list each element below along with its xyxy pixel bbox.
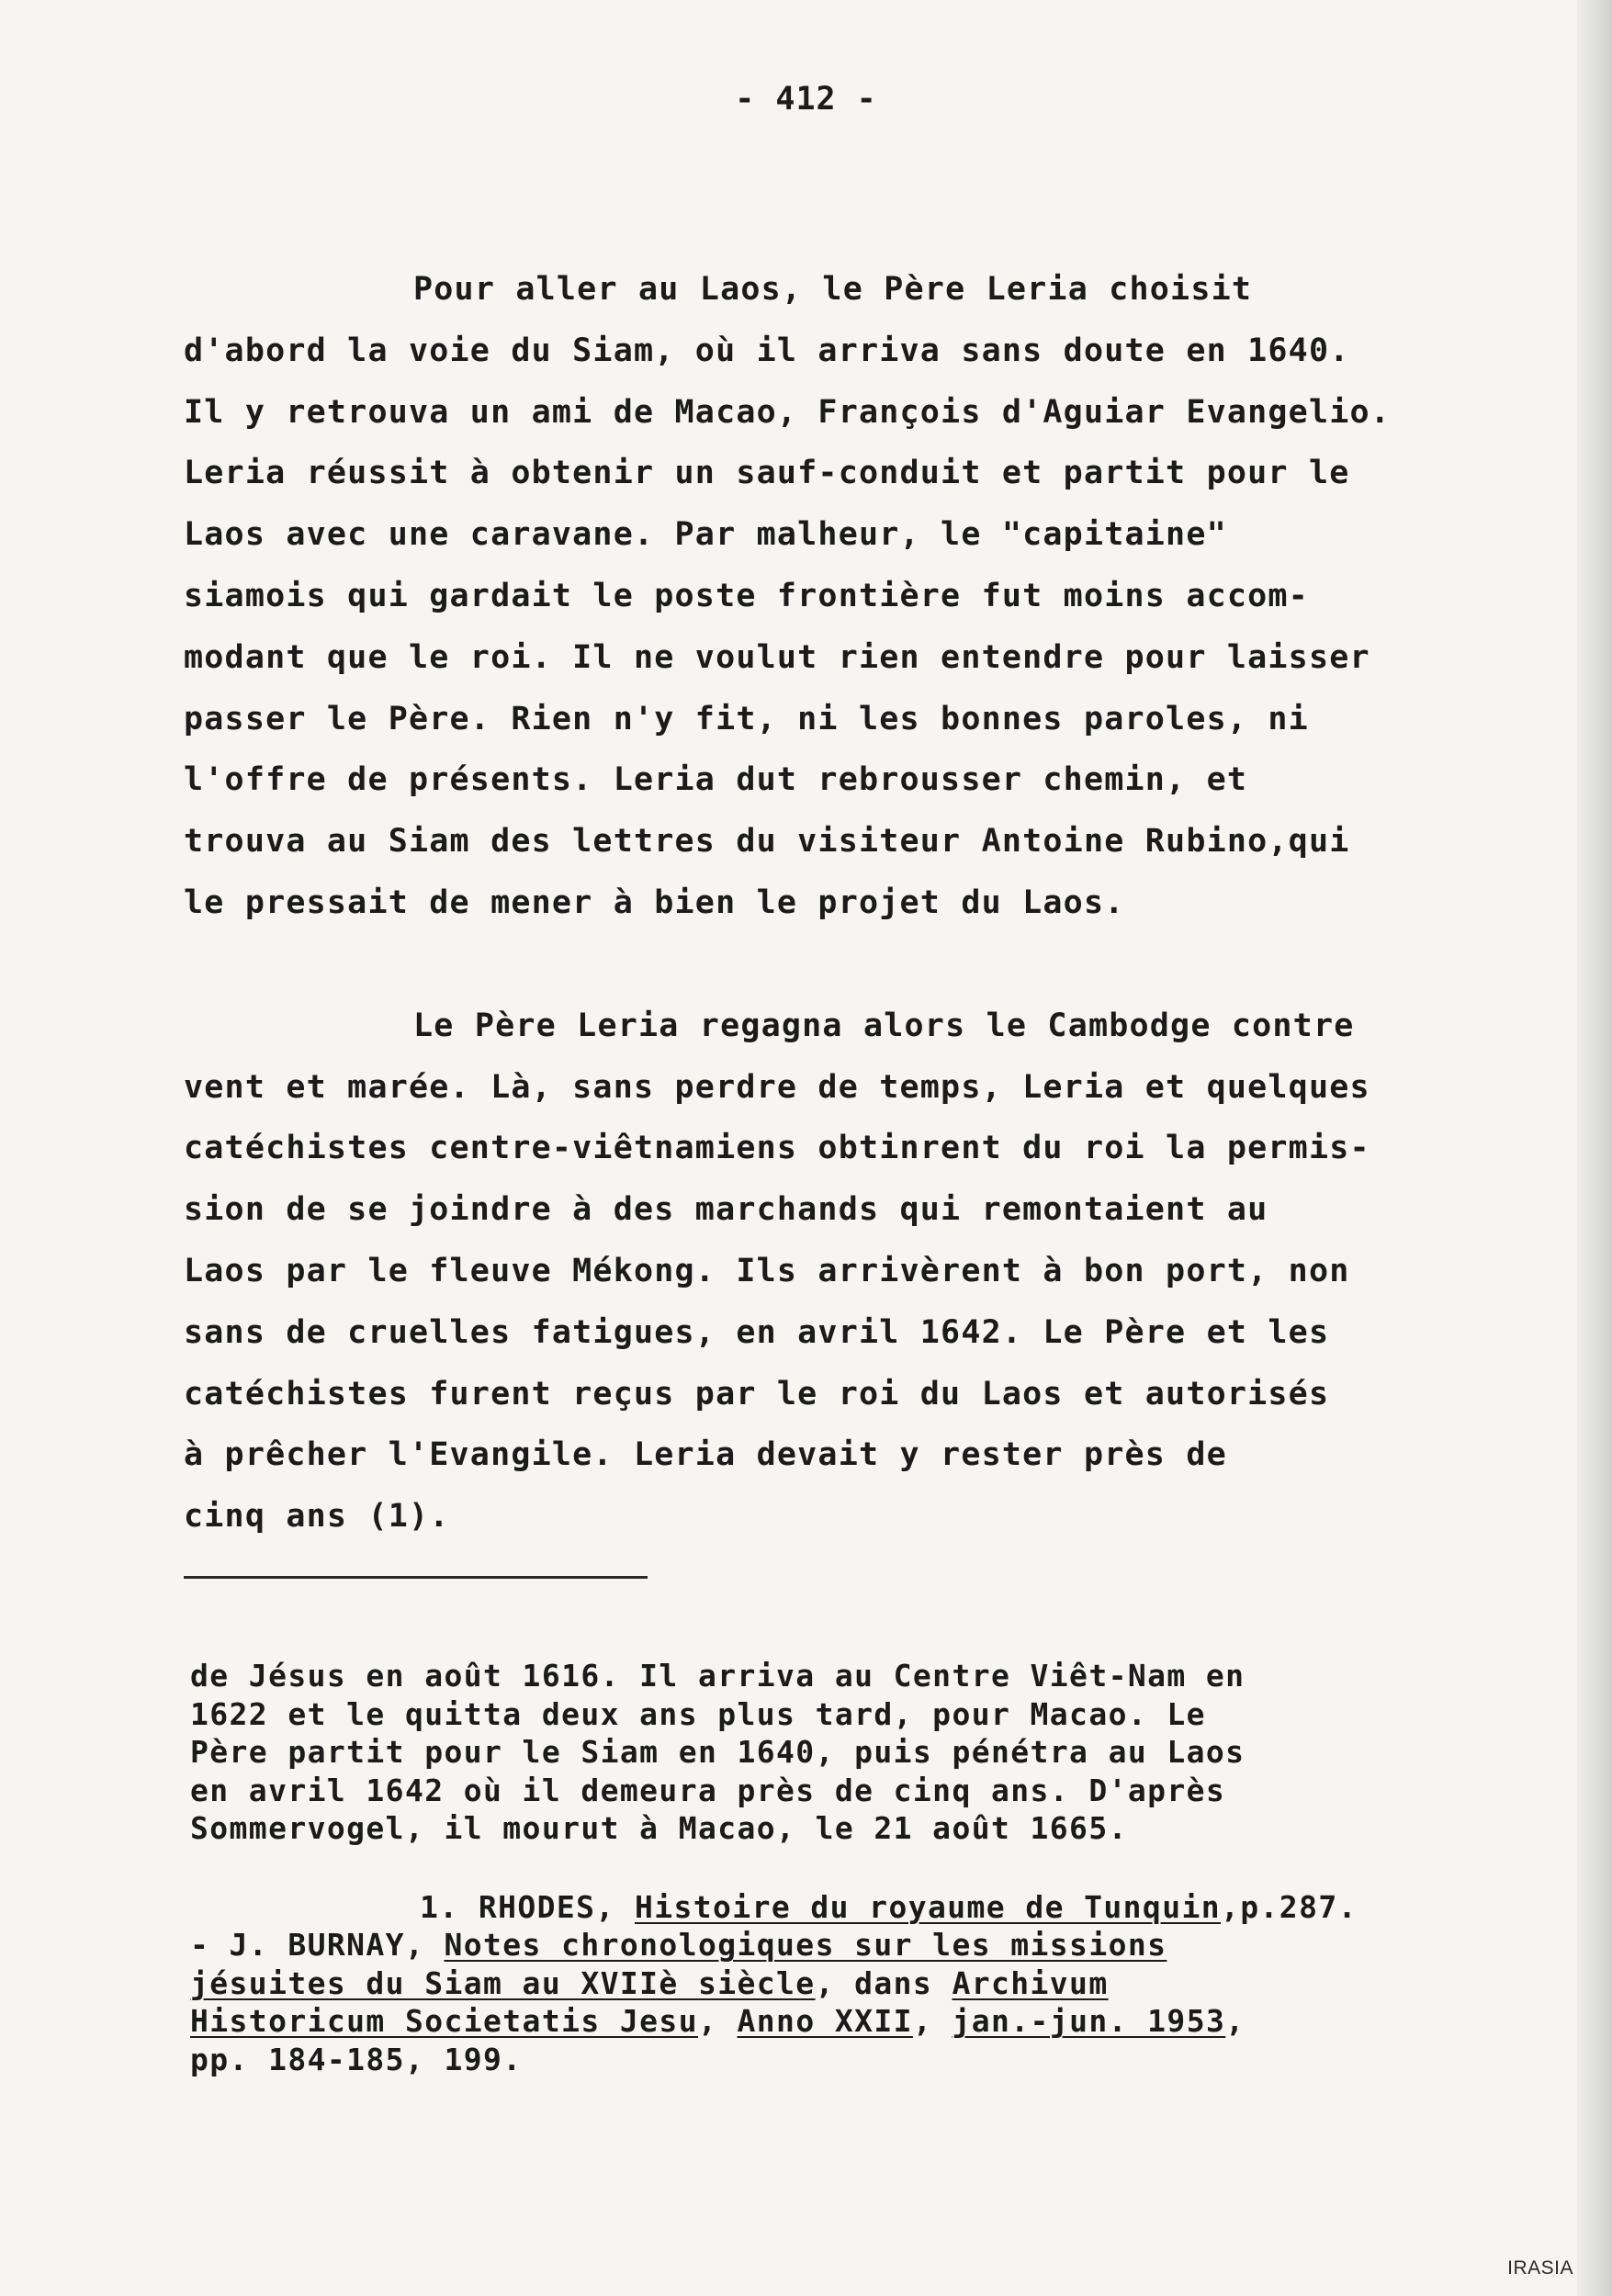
footnote-title: Histoire du royaume de Tunquin — [634, 1888, 1221, 1925]
text-line: cinq ans (1). — [184, 1498, 450, 1536]
footnote-line: pp. 184-185, 199. — [190, 2041, 523, 2077]
footnote-journal: Archivum — [952, 1964, 1109, 2001]
footnote-connector: , dans — [815, 1964, 953, 2001]
footnote-line: Père partit pour le Siam en 1640, puis pénétra au Laos — [190, 1734, 1246, 1770]
footnote-line — [190, 1926, 1531, 1964]
footnote-date: jan.-jun. 1953 — [952, 2003, 1226, 2039]
main-text — [184, 259, 1534, 1548]
footnote-line: Sommervogel, il mourut à Macao, le 21 août 1665. — [190, 1810, 1128, 1846]
text-line: Pour aller au Laos, le Père Leria choisit — [413, 271, 1253, 308]
text-line: Leria réussit à obtenir un sauf-conduit et partit pour le — [184, 455, 1350, 492]
text-line: l'offre de présents. Leria dut rebrousser chemin, et — [184, 761, 1248, 799]
text-line: Laos avec une caravane. Par malheur, le "capitaine" — [184, 516, 1227, 554]
footnote-title: jésuites du Siam au XVIIè siècle — [190, 1964, 816, 2001]
text-line: Le Père Leria regagna alors le Cambodge contre — [413, 1007, 1355, 1044]
footnote-line — [190, 1888, 1531, 1927]
footnote-line: de Jésus en août 1616. Il arriva au Centre Viêt-Nam en — [190, 1658, 1246, 1694]
footnote-separator — [184, 1576, 648, 1579]
text-line: catéchistes centre-viêtnamiens obtinrent du roi la permis- — [184, 1130, 1370, 1167]
text-line: modant que le roi. Il ne voulut rien entendre pour laisser — [184, 638, 1370, 676]
text-line: Laos par le fleuve Mékong. Ils arrivèrent à bon port, non — [184, 1252, 1350, 1289]
footnote-trail: , — [1225, 2003, 1246, 2039]
footnote-continuation — [190, 1657, 1531, 1848]
text-line: à prêcher l'Evangile. Leria devait y rester près de — [184, 1436, 1227, 1474]
watermark-label: IRASIA — [1507, 2257, 1573, 2279]
text-line: Il y retrouva un ami de Macao, François d'Aguiar Evangelio. — [184, 393, 1392, 431]
page-number: - 412 - — [735, 81, 877, 118]
footnote-separator-text: , — [912, 2003, 953, 2039]
footnote-number: 1. — [420, 1888, 479, 1925]
footnote-author: RHODES, — [478, 1888, 635, 1925]
text-line: catéchistes furent reçus par le roi du Laos et autorisés — [184, 1375, 1330, 1412]
footnote-line — [190, 2002, 1531, 2041]
footnote-page: ,p.287. — [1221, 1888, 1358, 1925]
footnote-line: en avril 1642 où il demeura près de cinq ans. D'après — [190, 1772, 1226, 1808]
footnote-volume: Anno XXII — [737, 2003, 913, 2039]
paragraph-2 — [184, 996, 1534, 1548]
text-line: trouva au Siam des lettres du visiteur Antoine Rubino,qui — [184, 823, 1350, 861]
footnote-line — [190, 1964, 1531, 2003]
text-line: sans de cruelles fatigues, en avril 1642. Le Père et les — [184, 1313, 1330, 1351]
scan-edge — [1577, 0, 1612, 2296]
text-line: siamois qui gardait le poste frontière fut moins accom- — [184, 577, 1309, 614]
paragraph-1 — [184, 259, 1534, 934]
footnote-journal: Historicum Societatis Jesu — [190, 2003, 698, 2039]
text-line: sion de se joindre à des marchands qui remontaient au — [184, 1191, 1268, 1229]
footnote-1 — [190, 1888, 1531, 2079]
footnote-title: Notes chronologiques sur les missions — [444, 1927, 1167, 1963]
text-line: vent et marée. Là, sans perdre de temps, Leria et quelques — [184, 1068, 1370, 1106]
footnote-author: - J. BURNAY, — [190, 1927, 445, 1963]
footnote-line: 1622 et le quitta deux ans plus tard, pour Macao. Le — [190, 1695, 1206, 1732]
footnote-separator-text: , — [697, 2003, 738, 2039]
footnotes — [190, 1657, 1531, 2078]
text-line: d'abord la voie du Siam, où il arriva sans doute en 1640. — [184, 332, 1350, 369]
text-line: passer le Père. Rien n'y fit, ni les bonnes paroles, ni — [184, 700, 1309, 737]
text-line: le pressait de mener à bien le projet du Laos. — [184, 884, 1125, 921]
